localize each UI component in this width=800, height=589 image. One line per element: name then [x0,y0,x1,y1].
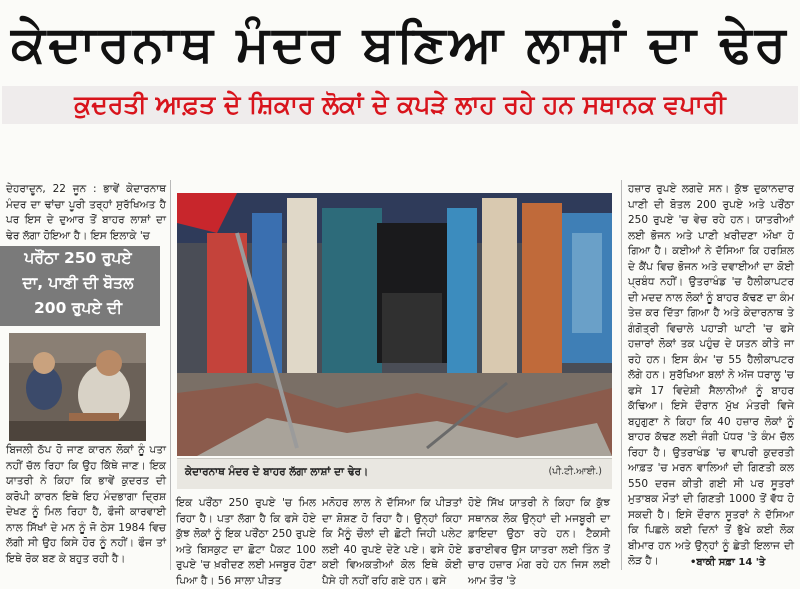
callout-text [8,246,148,324]
callout-line-3: 200 ਰੁਪਏ ਦੀ [34,299,122,317]
article-column-mid-3: ਹੋਏ ਸਿੱਖ ਯਾਤਰੀ ਨੇ ਕਿਹਾ ਕਿ ਕੁੱਝ ਸਥਾਨਕ ਲੋਕ ਉਨ੍ਹਾਂ ਦੀ ਮਜਬੂਰੀ ਦਾ ਫ਼ਾਇਦਾ ਉਠਾ ਰਹੇ ਹਨ। ਟੈਕਸੀ ਡਰਾਈਵਰ ਉਸ ਯਾਤਰਾ ਲਈ ਤਿੰਨ ਤੋਂ ਚਾਰ ਹਜ਼ਾਰ ਮੰਗ ਰਹੇ ਹਨ ਜਿਸ ਲਈ ਆਮ ਤੌਰ 'ਤੇ [468,497,610,587]
article-column-left-bottom: ਬਿਜਲੀ ਠੱਪ ਹੋ ਜਾਣ ਕਾਰਨ ਲੋਕਾਂ ਨੂੰ ਪਤਾ ਨਹੀਂ ਚੱਲ ਰਿਹਾ ਕਿ ਉਹ ਕਿੱਥੇ ਜਾਣ। ਇਕ ਯਾਤਰੀ ਨੇ ਕਿਹਾ ਕਿ ਭਾਵੇਂ ਕੁਦਰਤ ਦੀ ਕਰੋਪੀ ਕਾਰਨ ਇਥੇ ਇਹ ਮੰਦਭਾਗਾ ਦ੍ਰਿਸ਼ ਦੇਖਣ ਨੂੰ ਮਿਲ ਰਿਹਾ ਹੈ, ਫੌਜੀ ਕਾਰਵਾਈ ਨਾਲ ਸਿੱਖਾਂ ਦੇ ਮਨ ਨੂੰ ਜੋ ਠੇਸ 1984 ਵਿਚ ਲੱਗੀ ਸੀ ਉਹ ਕਿਸੇ ਹੋਰ ਨੂੰ ਨਹੀਂ। ਫੌਜ ਤਾਂ ਇਥੇ ਰੋਕ ਬਣ ਕੇ ਬਹੁਤ ਰਹੀ ਹੈ। [6,444,166,565]
column-divider [621,180,622,570]
callout-line-2: ਦਾ, ਪਾਣੀ ਦੀ ਬੋਤਲ [22,274,134,292]
photo-caption: ਕੇਦਾਰਨਾਥ ਮੰਦਰ ਦੇ ਬਾਹਰ ਲੱਗਾ ਲਾਸ਼ਾਂ ਦਾ ਢੇਰ। [185,466,369,478]
photo-caption-bar [177,458,612,489]
temple-photo [177,193,612,456]
subheadline: ਕੁਦਰਤੀ ਆਫ਼ਤ ਦੇ ਸ਼ਿਕਾਰ ਲੋਕਾਂ ਦੇ ਕਪੜੇ ਲਾਹ ਰਹੇ ਹਨ ਸਥਾਨਕ ਵਪਾਰੀ [74,90,726,119]
continued-label: •ਬਾਕੀ ਸਫ਼ਾ 14 'ਤੇ [690,557,766,568]
article-column-left-top: ਦੇਹਰਾਦੂਨ, 22 ਜੂਨ : ਭਾਵੇਂ ਕੇਦਾਰਨਾਥ ਮੰਦਰ ਦਾ ਢਾਂਚਾ ਪੂਰੀ ਤਰ੍ਹਾਂ ਸੁਰੱਖਿਅਤ ਹੈ ਪਰ ਇਸ ਦੇ ਦੁਆਰ ਤੋਂ ਬਾਹਰ ਲਾਸ਼ਾਂ ਦਾ ਢੇਰ ਲੱਗਾ ਹੋਇਆ ਹੈ। ਇਸ ਇਲਾਕੇ 'ਚ [6,183,166,242]
callout-line-1: ਪਰੌਂਠਾ 250 ਰੁਪਏ [24,249,132,267]
column-divider [170,180,171,570]
photo-credit: (ਪੀ.ਟੀ.ਆਈ.) [548,466,602,477]
headline: ਕੇਦਾਰਨਾਥ ਮੰਦਰ ਬਣਿਆ ਲਾਸ਼ਾਂ ਦਾ ਢੇਰ [11,15,789,73]
inset-photo [9,333,146,441]
article-column-mid-2: ਮਨੋਹਰ ਲਾਲ ਨੇ ਦੱਸਿਆ ਕਿ ਪੀੜਤਾਂ ਦਾ ਸ਼ੋਸ਼ਣ ਹੋ ਰਿਹਾ ਹੈ। ਉਨ੍ਹਾਂ ਕਿਹਾ ਕਿ ਮੈਨੂੰ ਚੌਲਾਂ ਦੀ ਛੋਟੀ ਜਿਹੀ ਪਲੇਟ ਲਈ 40 ਰੁਪਏ ਦੇਣੇ ਪਏ। ਫਸੇ ਹੋਏ ਕਈ ਵਿਅਕਤੀਆਂ ਕੋਲ ਇਥੇ ਕੋਈ ਪੈਸੇ ਹੀ ਨਹੀਂ ਰਹਿ ਗਏ ਹਨ। ਫਸੇ [322,497,462,587]
article-column-mid-1: ਇਕ ਪਰੌਂਠਾ 250 ਰੁਪਏ 'ਚ ਮਿਲ ਰਿਹਾ ਹੈ। ਪਤਾ ਲੱਗਾ ਹੈ ਕਿ ਫਸੇ ਹੋਏ ਕੁੱਝ ਲੋਕਾਂ ਨੂੰ ਇਕ ਪਰੌਂਠਾ 250 ਰੁਪਏ ਅਤੇ ਬਿਸਕੁਟ ਦਾ ਛੋਟਾ ਪੈਕਟ 100 ਰੁਪਏ 'ਚ ਖ਼ਰੀਦਣ ਲਈ ਮਜਬੂਰ ਹੋਣਾ ਪਿਆ ਹੈ। 56 ਸਾਲਾ ਪੀੜਤ [176,497,316,587]
article-column-right: ਹਜ਼ਾਰ ਰੁਪਏ ਲਗਦੇ ਸਨ। ਕੁੱਝ ਦੁਕਾਨਦਾਰ ਪਾਣੀ ਦੀ ਬੋਤਲ 200 ਰੁਪਏ ਅਤੇ ਪਰੌਂਠਾ 250 ਰੁਪਏ 'ਚ ਵੇਚ ਰਹੇ ਹਨ। ਯਾਤਰੀਆਂ ਲਈ ਭੋਜਨ ਅਤੇ ਪਾਣੀ ਖ਼ਰੀਦਣਾ ਔਖਾ ਹੋ ਗਿਆ ਹੈ। ਕਈਆਂ ਨੇ ਦੱਸਿਆ ਕਿ ਹਰਸ਼ਿਲ ਦੇ ਕੈਂਪ ਵਿਚ ਭੋਜਨ ਅਤੇ ਦਵਾਈਆਂ ਦਾ ਕੋਈ ਪ੍ਰਬੰਧ ਨਹੀਂ। ਉਤਰਾਖੰਡ 'ਚ ਹੈਲੀਕਾਪਟਰ ਦੀ ਮਦਦ ਨਾਲ ਲੋਕਾਂ ਨੂੰ ਬਾਹਰ ਕੱਢਣ ਦਾ ਕੰਮ ਤੇਜ਼ ਕਰ ਦਿੱਤਾ ਗਿਆ ਹੈ ਅਤੇ ਕੇਦਾਰਨਾਥ ਤੇ ਗੰਗੋਤ੍ਰੀ ਵਿਚਾਲੇ ਪਹਾੜੀ ਘਾਟੀ 'ਚ ਫਸੇ ਹਜ਼ਾਰਾਂ ਲੋਕਾਂ ਤਕ ਪਹੁੰਚ ਦੇ ਯਤਨ ਕੀਤੇ ਜਾ ਰਹੇ ਹਨ। ਇਸ ਕੰਮ 'ਚ 55 ਹੈਲੀਕਾਪਟਰ ਲੱਗੇ ਹਨ। ਸੁਰੱਖਿਆ ਬਲਾਂ ਨੇ ਅੱਜ ਧਰਾਲੂ 'ਚ ਫਸੇ 17 ਵਿਦੇਸ਼ੀ ਸੈਲਾਨੀਆਂ ਨੂੰ ਬਾਹਰ ਕੱਢਿਆ। ਇਸੇ ਦੌਰਾਨ ਮੁੱਖ ਮੰਤਰੀ ਵਿਜੇ ਬਹੁਗੁਣਾ ਨੇ ਕਿਹਾ ਕਿ 40 ਹਜ਼ਾਰ ਲੋਕਾਂ ਨੂੰ ਬਾਹਰ ਕੱਢਣ ਲਈ ਜੰਗੀ ਪੱਧਰ 'ਤੇ ਕੰਮ ਚੱਲ ਰਿਹਾ ਹੈ। ਉਤਰਾਖੰਡ 'ਚ ਵਾਪਰੀ ਕੁਦਰਤੀ ਆਫ਼ਤ 'ਚ ਮਰਨ ਵਾਲਿਆਂ ਦੀ ਗਿਣਤੀ ਕਲ 550 ਦਰਜ ਕੀਤੀ ਗਈ ਸੀ ਪਰ ਸੂਤਰਾਂ ਮੁਤਾਬਕ ਮੌਤਾਂ ਦੀ ਗਿਣਤੀ 1000 ਤੋਂ ਵੱਧ ਹੋ ਸਕਦੀ ਹੈ। ਇਸੇ ਦੌਰਾਨ ਸੂਤਰਾਂ ਨੇ ਦੱਸਿਆ ਕਿ ਪਿਛਲੇ ਕਈ ਦਿਨਾਂ ਤੋਂ ਭੁੱਖੇ ਕਈ ਲੋਕ ਬੀਮਾਰ ਹਨ ਅਤੇ ਉਨ੍ਹਾਂ ਨੂੰ ਛੇਤੀ ਇਲਾਜ ਦੀ ਲੋੜ ਹੈ। [628,183,794,567]
